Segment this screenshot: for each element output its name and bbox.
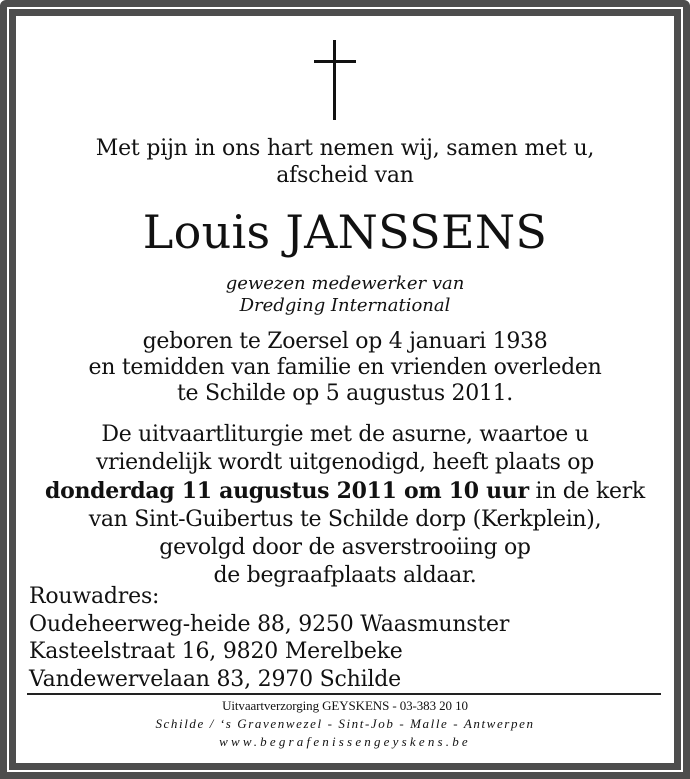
dates-line: geboren te Zoersel op 4 januari 1938	[142, 329, 548, 354]
address-item: Vandewervelaan 83, 2970 Schilde	[29, 666, 402, 692]
role-line: gewezen medewerker van	[225, 273, 465, 294]
intro-text	[16, 135, 674, 189]
deceased-name: Louis JANSSENS	[142, 205, 548, 259]
role-line: Dredging International	[239, 295, 451, 316]
funeral-home-website: www.begrafenissengeyskens.be	[219, 734, 471, 749]
dates-line: en temidden van familie en vrienden overleden	[88, 355, 602, 380]
obituary-card	[16, 16, 674, 763]
former-role	[16, 273, 674, 317]
funeral-home-contact: Uitvaartverzorging GEYSKENS - 03-383 20 10	[222, 698, 468, 713]
intro-line: afscheid van	[276, 163, 414, 188]
service-line: gevolgd door de asverstrooiing op	[159, 535, 531, 560]
cross-horizontal-bar	[314, 60, 356, 63]
funeral-home-locations: Schilde / ‘s Gravenwezel - Sint-Job - Malle - Antwerpen	[155, 716, 535, 731]
dates-line: te Schilde op 5 augustus 2011.	[177, 381, 513, 406]
address-item: Kasteelstraat 16, 9820 Merelbeke	[29, 639, 403, 664]
cross-vertical-bar	[333, 40, 336, 120]
service-datetime: donderdag 11 augustus 2011 om 10 uur	[45, 478, 529, 504]
service-line: van Sint-Guibertus te Schilde dorp (Kerkplein),	[88, 507, 602, 532]
service-line: de begraafplaats aldaar.	[213, 563, 477, 588]
addresses-label: Rouwadres:	[29, 584, 160, 609]
address-item: Oudeheerweg-heide 88, 9250 Waasmunster	[29, 611, 510, 637]
mourning-addresses	[29, 583, 509, 693]
service-location-prefix: in de kerk	[528, 479, 645, 504]
funeral-service-details	[16, 421, 674, 590]
birth-death-dates	[16, 329, 674, 407]
footer-divider	[27, 693, 661, 695]
service-line: De uitvaartliturgie met de asurne, waartoe u	[101, 422, 589, 447]
service-datetime-line	[16, 477, 674, 506]
service-line: vriendelijk wordt uitgenodigd, heeft plaats op	[95, 450, 595, 475]
cross-icon	[16, 16, 674, 136]
intro-line: Met pijn in ons hart nemen wij, samen met u,	[95, 136, 595, 161]
